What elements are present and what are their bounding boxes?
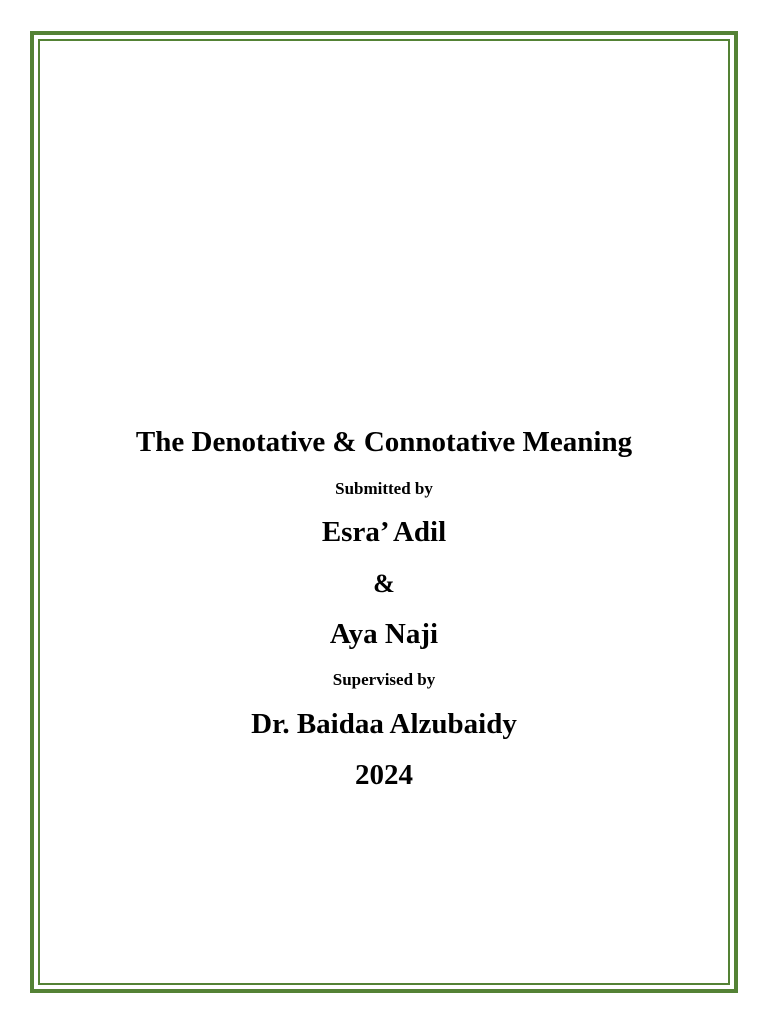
author-name-1: Esra’ Adil <box>321 516 447 548</box>
document-title: The Denotative & Connotative Meaning <box>135 426 633 458</box>
page-border-inner <box>38 39 730 985</box>
supervisor-name: Dr. Baidaa Alzubaidy <box>251 708 517 740</box>
author-conjunction: & <box>373 569 395 598</box>
author-name-2: Aya Naji <box>329 618 439 650</box>
supervised-by-label: Supervised by <box>332 670 436 689</box>
document-year: 2024 <box>355 759 413 791</box>
submitted-by-label: Submitted by <box>335 479 433 498</box>
